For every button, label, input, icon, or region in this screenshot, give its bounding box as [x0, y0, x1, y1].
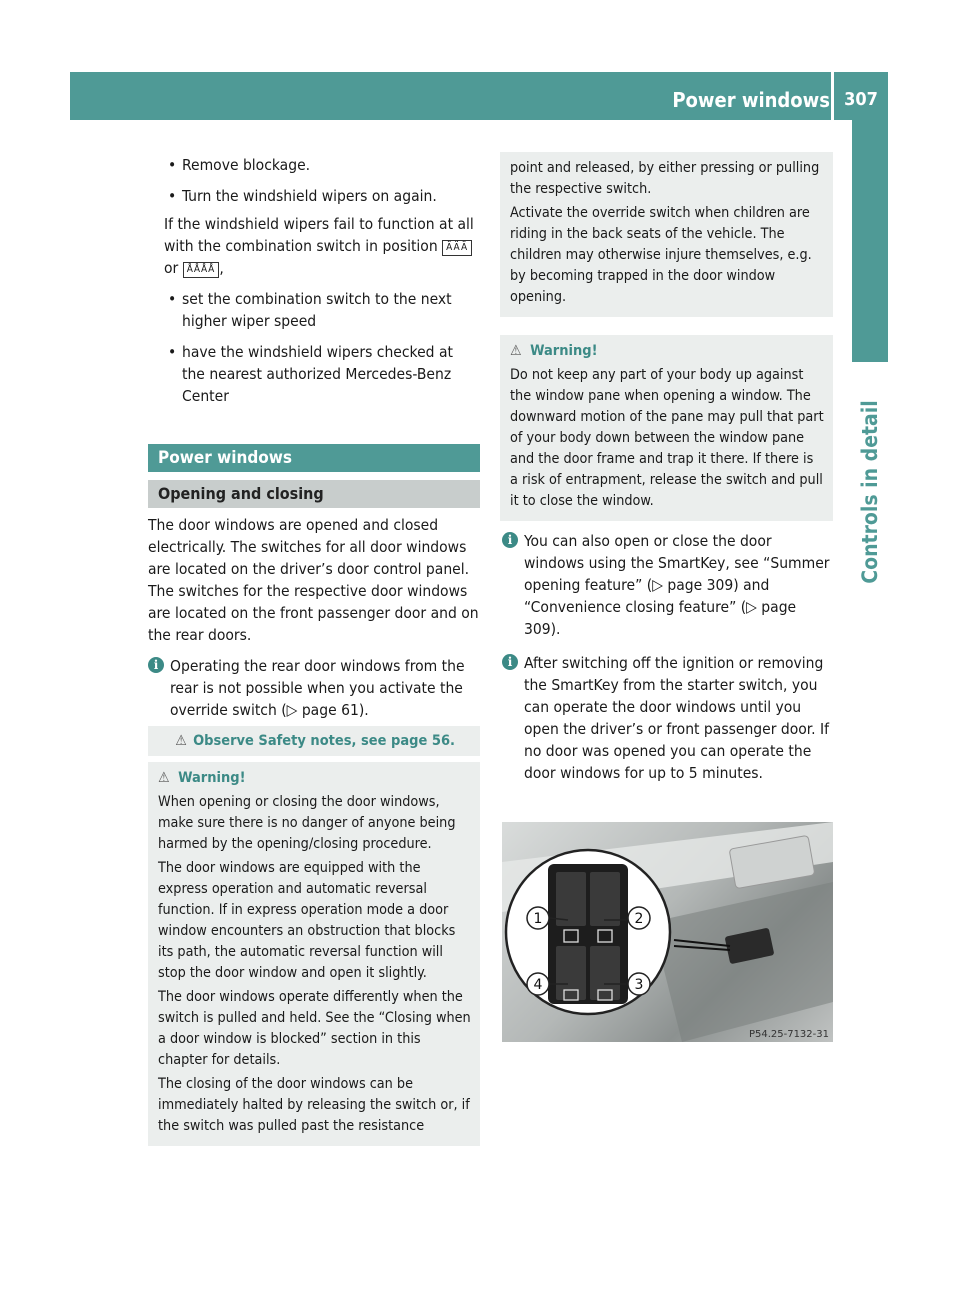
paragraph: If the windshield wipers fail to function at all with the combination switch in position ÄÄÄ or ÅÅÅÅ ,	[164, 215, 474, 277]
warning-title: Warning!	[530, 343, 598, 359]
info-icon: i	[148, 657, 164, 673]
right-boxes	[500, 152, 833, 521]
warning-box	[500, 335, 833, 521]
door-switch-photo	[502, 822, 833, 1042]
photo-code: P54.25-7132-31	[748, 1029, 829, 1040]
page-title: Power windows	[672, 88, 830, 112]
section-heading: Power windows	[148, 444, 480, 472]
info-icon: i	[502, 532, 518, 548]
info-note: i After switching off the ignition or removing the SmartKey from the starter switch, you can operate the door windows until you open the driver’s or front passenger door. If no door was opened you can operate the door windows for up to 5 minutes.	[502, 652, 834, 784]
warning-box	[148, 762, 480, 1146]
list-item: • have the windshield wipers checked at the nearest authorized Mercedes-Benz Center	[168, 343, 453, 405]
paragraph: The door windows are equipped with the express operation and automatic reversal function. If in express operation mode a door window encounters an obstruction that blocks its path, the automatic reversal function will stop the door window and open it slightly.	[158, 860, 456, 981]
section-heading-block	[148, 444, 480, 508]
left-body	[148, 514, 480, 721]
info-icon: i	[502, 654, 518, 670]
callout-1	[527, 907, 549, 929]
continued-warning-box	[500, 152, 833, 317]
paragraph: The closing of the door windows can be immediately halted by releasing the switch or, if the switch was pulled past the resistance	[158, 1076, 470, 1134]
info-note: i Operating the rear door windows from the rear is not possible when you activate the override switch (▷ page 61).	[148, 655, 480, 721]
wiper-position-symbol: ÅÅÅÅ	[183, 262, 220, 278]
paragraph: The door windows are opened and closed electrically. The switches for all door windows are located on the driver’s door control panel. The switches for the respective door windows are located on the front passenger door and on the rear doors.	[148, 516, 479, 644]
callout-4	[527, 973, 549, 995]
svg-text:4: 4	[533, 977, 543, 993]
page-number: 307	[844, 89, 878, 110]
chapter-label: Controls in detail	[858, 400, 882, 584]
paragraph: When opening or closing the door windows, make sure there is no danger of anyone being harmed by the opening/closing procedure.	[158, 794, 456, 852]
paragraph: Activate the override switch when children are riding in the back seats of the vehicle. The children may otherwise injure themselves, e.g. by becoming trapped in the door window opening.	[510, 205, 812, 305]
list-item: • Remove blockage.	[168, 156, 311, 174]
callout-2	[628, 907, 650, 929]
svg-text:2: 2	[634, 911, 644, 927]
warning-triangle-icon: ⚠	[158, 770, 170, 786]
left-boxes	[148, 726, 480, 1146]
paragraph: Do not keep any part of your body up against the window pane when opening a window. The downward motion of the pane may pull that part of your body down between the window pane and the door frame and trap it there. If there is a risk of entrapment, release the switch and pull it to close the window.	[510, 367, 824, 509]
right-body	[502, 530, 834, 784]
paragraph: The door windows operate differently when the switch is pulled and held. See the “Closing when a door window is blocked” section in this chapter for details.	[158, 989, 471, 1068]
left-column	[148, 154, 480, 407]
warning-title: Warning!	[178, 770, 246, 786]
list-item: • Turn the windshield wipers on again.	[168, 187, 437, 205]
list-item: • set the combination switch to the next higher wiper speed	[168, 290, 452, 330]
svg-text:3: 3	[634, 977, 644, 993]
callout-3	[628, 973, 650, 995]
safety-note-box: ⚠ Observe Safety notes, see page 56.	[148, 726, 480, 756]
info-note: i You can also open or close the door windows using the SmartKey, see “Summer opening feature” (▷ page 309) and “Convenience closing feature” (▷ page 309).	[502, 530, 834, 640]
subsection-heading: Opening and closing	[148, 480, 480, 508]
svg-text:1: 1	[533, 911, 543, 927]
door-panel-illustration	[502, 822, 833, 1042]
paragraph: point and released, by either pressing or pulling the respective switch.	[510, 160, 820, 197]
sidebar-tab	[852, 120, 888, 362]
warning-triangle-icon: ⚠	[175, 733, 187, 749]
wiper-position-symbol: ÄÄÄ	[442, 240, 472, 256]
warning-triangle-icon: ⚠	[510, 343, 522, 359]
